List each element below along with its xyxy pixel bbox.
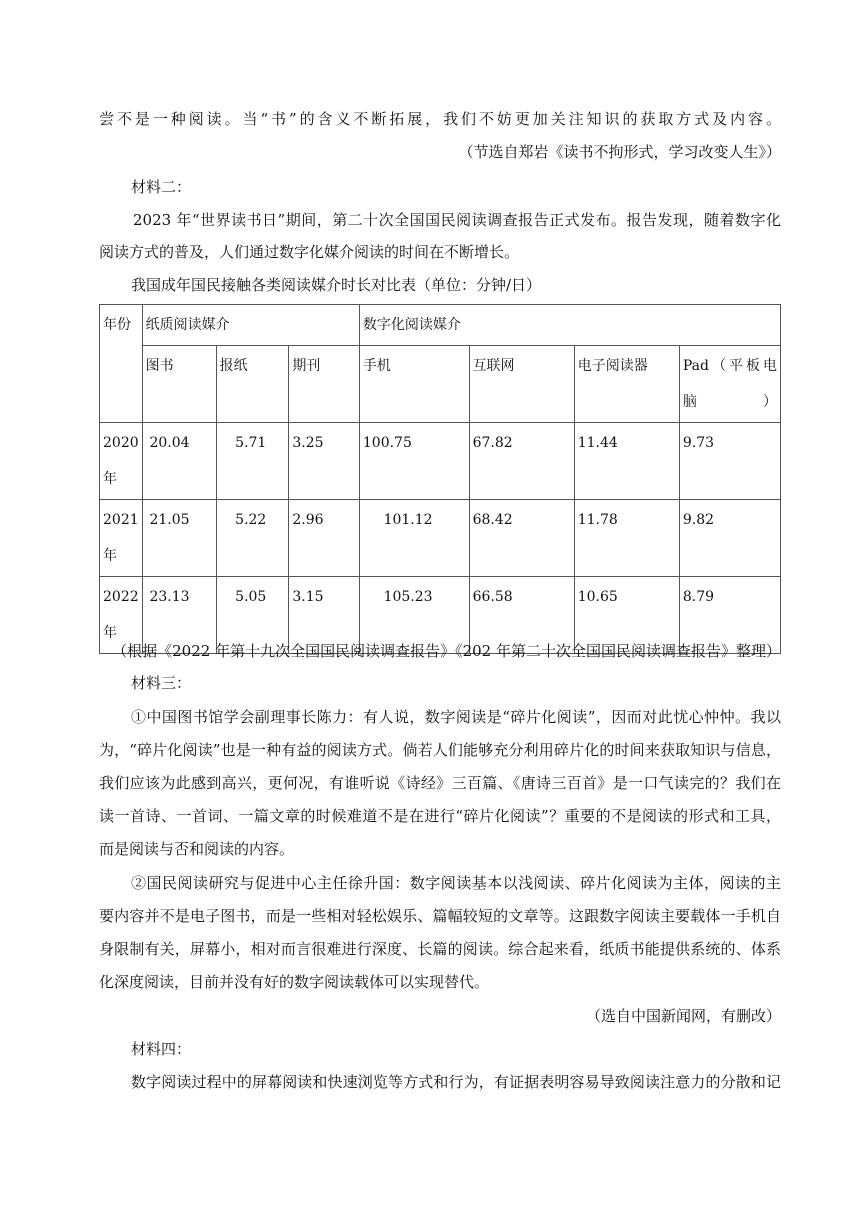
value-cell: 68.42: [469, 500, 574, 577]
paragraph-line: ②国民阅读研究与促进中心主任徐升国：数字阅读基本以浅阅读、碎片化阅读为主体，阅读的主: [131, 874, 781, 892]
value-cell: 2.96: [289, 500, 360, 577]
value-cell: 9.73: [679, 423, 780, 500]
table-source: （根据《2022 年第十九次全国国民阅读调查报告》《202 年第二十次全国国民阅读调查报告》整理）: [112, 642, 781, 660]
value-cell: 105.23: [359, 577, 469, 654]
paragraph-line: 化深度阅读，目前并没有好的数字阅读载体可以实现替代。: [99, 973, 490, 991]
value-cell: 101.12: [359, 500, 469, 577]
value-cell: 10.65: [574, 577, 679, 654]
value-cell: 5.05: [216, 577, 289, 654]
value-cell: 11.44: [574, 423, 679, 500]
section-title-material-2: 材料二：: [131, 178, 192, 196]
paragraph-line: 身限制有关，屏幕小，相对而言很难进行深度、长篇的阅读。综合起来看，纸质书能提供系统的、体系: [99, 940, 781, 958]
reading-media-table: [99, 304, 781, 654]
value-cell: 8.79: [679, 577, 780, 654]
value-cell: 20.04: [142, 423, 216, 500]
table-caption: 我国成年国民接触各类阅读媒介时长对比表（单位：分钟/日）: [131, 276, 542, 294]
paragraph-line: ①中国图书馆学会副理事长陈力：有人说，数字阅读是“碎片化阅读”，因而对此忧心忡忡。我以: [131, 708, 781, 726]
value-cell: 23.13: [142, 577, 216, 654]
paragraph-line: 阅读方式的普及，人们通过数字化媒介阅读的时间在不断增长。: [99, 243, 520, 261]
value-cell: 9.82: [679, 500, 780, 577]
value-cell: 21.05: [142, 500, 216, 577]
paragraph-line: 为，“碎片化阅读”也是一种有益的阅读方式。倘若人们能够充分利用碎片化的时间来获取知识与信息，: [99, 741, 781, 759]
section-title-material-3: 材料三：: [131, 674, 192, 692]
value-cell: 5.22: [216, 500, 289, 577]
col-header: 电子阅读器: [574, 346, 679, 423]
col-header: 图书: [142, 346, 216, 423]
value-cell: 5.71: [216, 423, 289, 500]
value-cell: 3.15: [289, 577, 360, 654]
year-cell: 2020年: [100, 423, 143, 500]
table-row: [100, 500, 781, 577]
col-header: 期刊: [289, 346, 360, 423]
col-header: 报纸: [216, 346, 289, 423]
header-year: 年份: [100, 305, 143, 423]
header-paper-media: 纸质阅读媒介: [142, 305, 359, 346]
section-title-material-4: 材料四：: [131, 1040, 192, 1058]
paragraph-line: 我们应该为此感到高兴，更何况，有谁听说《诗经》三百篇、《唐诗三百首》是一口气读完的？我们在: [99, 774, 781, 792]
col-header: 互联网: [469, 346, 574, 423]
year-cell: 2021年: [100, 500, 143, 577]
paragraph-line: 而是阅读与否和阅读的内容。: [99, 840, 295, 858]
value-cell: 66.58: [469, 577, 574, 654]
table-row: [100, 423, 781, 500]
table-header-row: [100, 305, 781, 346]
paragraph-line: 2023 年“世界读书日”期间，第二十次全国国民阅读调查报告正式发布。报告发现，随着数字化: [133, 211, 781, 229]
year-cell: 2022年: [100, 577, 143, 654]
paragraph-line: 尝不是一种阅读。当“书”的含义不断拓展，我们不妨更加关注知识的获取方式及内容。: [99, 110, 781, 128]
value-cell: 11.78: [574, 500, 679, 577]
header-digital-media: 数字化阅读媒介: [359, 305, 780, 346]
paragraph-line: 数字阅读过程中的屏幕阅读和快速浏览等方式和行为，有证据表明容易导致阅读注意力的分散和记: [131, 1073, 781, 1091]
source-citation: （选自中国新闻网，有删改）: [585, 1007, 781, 1025]
col-header: 手机: [359, 346, 469, 423]
paragraph-line: 读一首诗、一首词、一篇文章的时候难道不是在进行“碎片化阅读”？重要的不是阅读的形式和工具，: [99, 807, 781, 825]
value-cell: 3.25: [289, 423, 360, 500]
col-header: Pad（平板电脑）: [679, 346, 780, 423]
source-citation: （节选自郑岩《读书不拘形式，学习改变人生》）: [458, 143, 781, 161]
table-subheader-row: [100, 346, 781, 423]
value-cell: 100.75: [359, 423, 469, 500]
paragraph-line: 要内容并不是电子图书，而是一些相对轻松娱乐、篇幅较短的文章等。这跟数字阅读主要载体一手机自: [99, 907, 781, 925]
value-cell: 67.82: [469, 423, 574, 500]
